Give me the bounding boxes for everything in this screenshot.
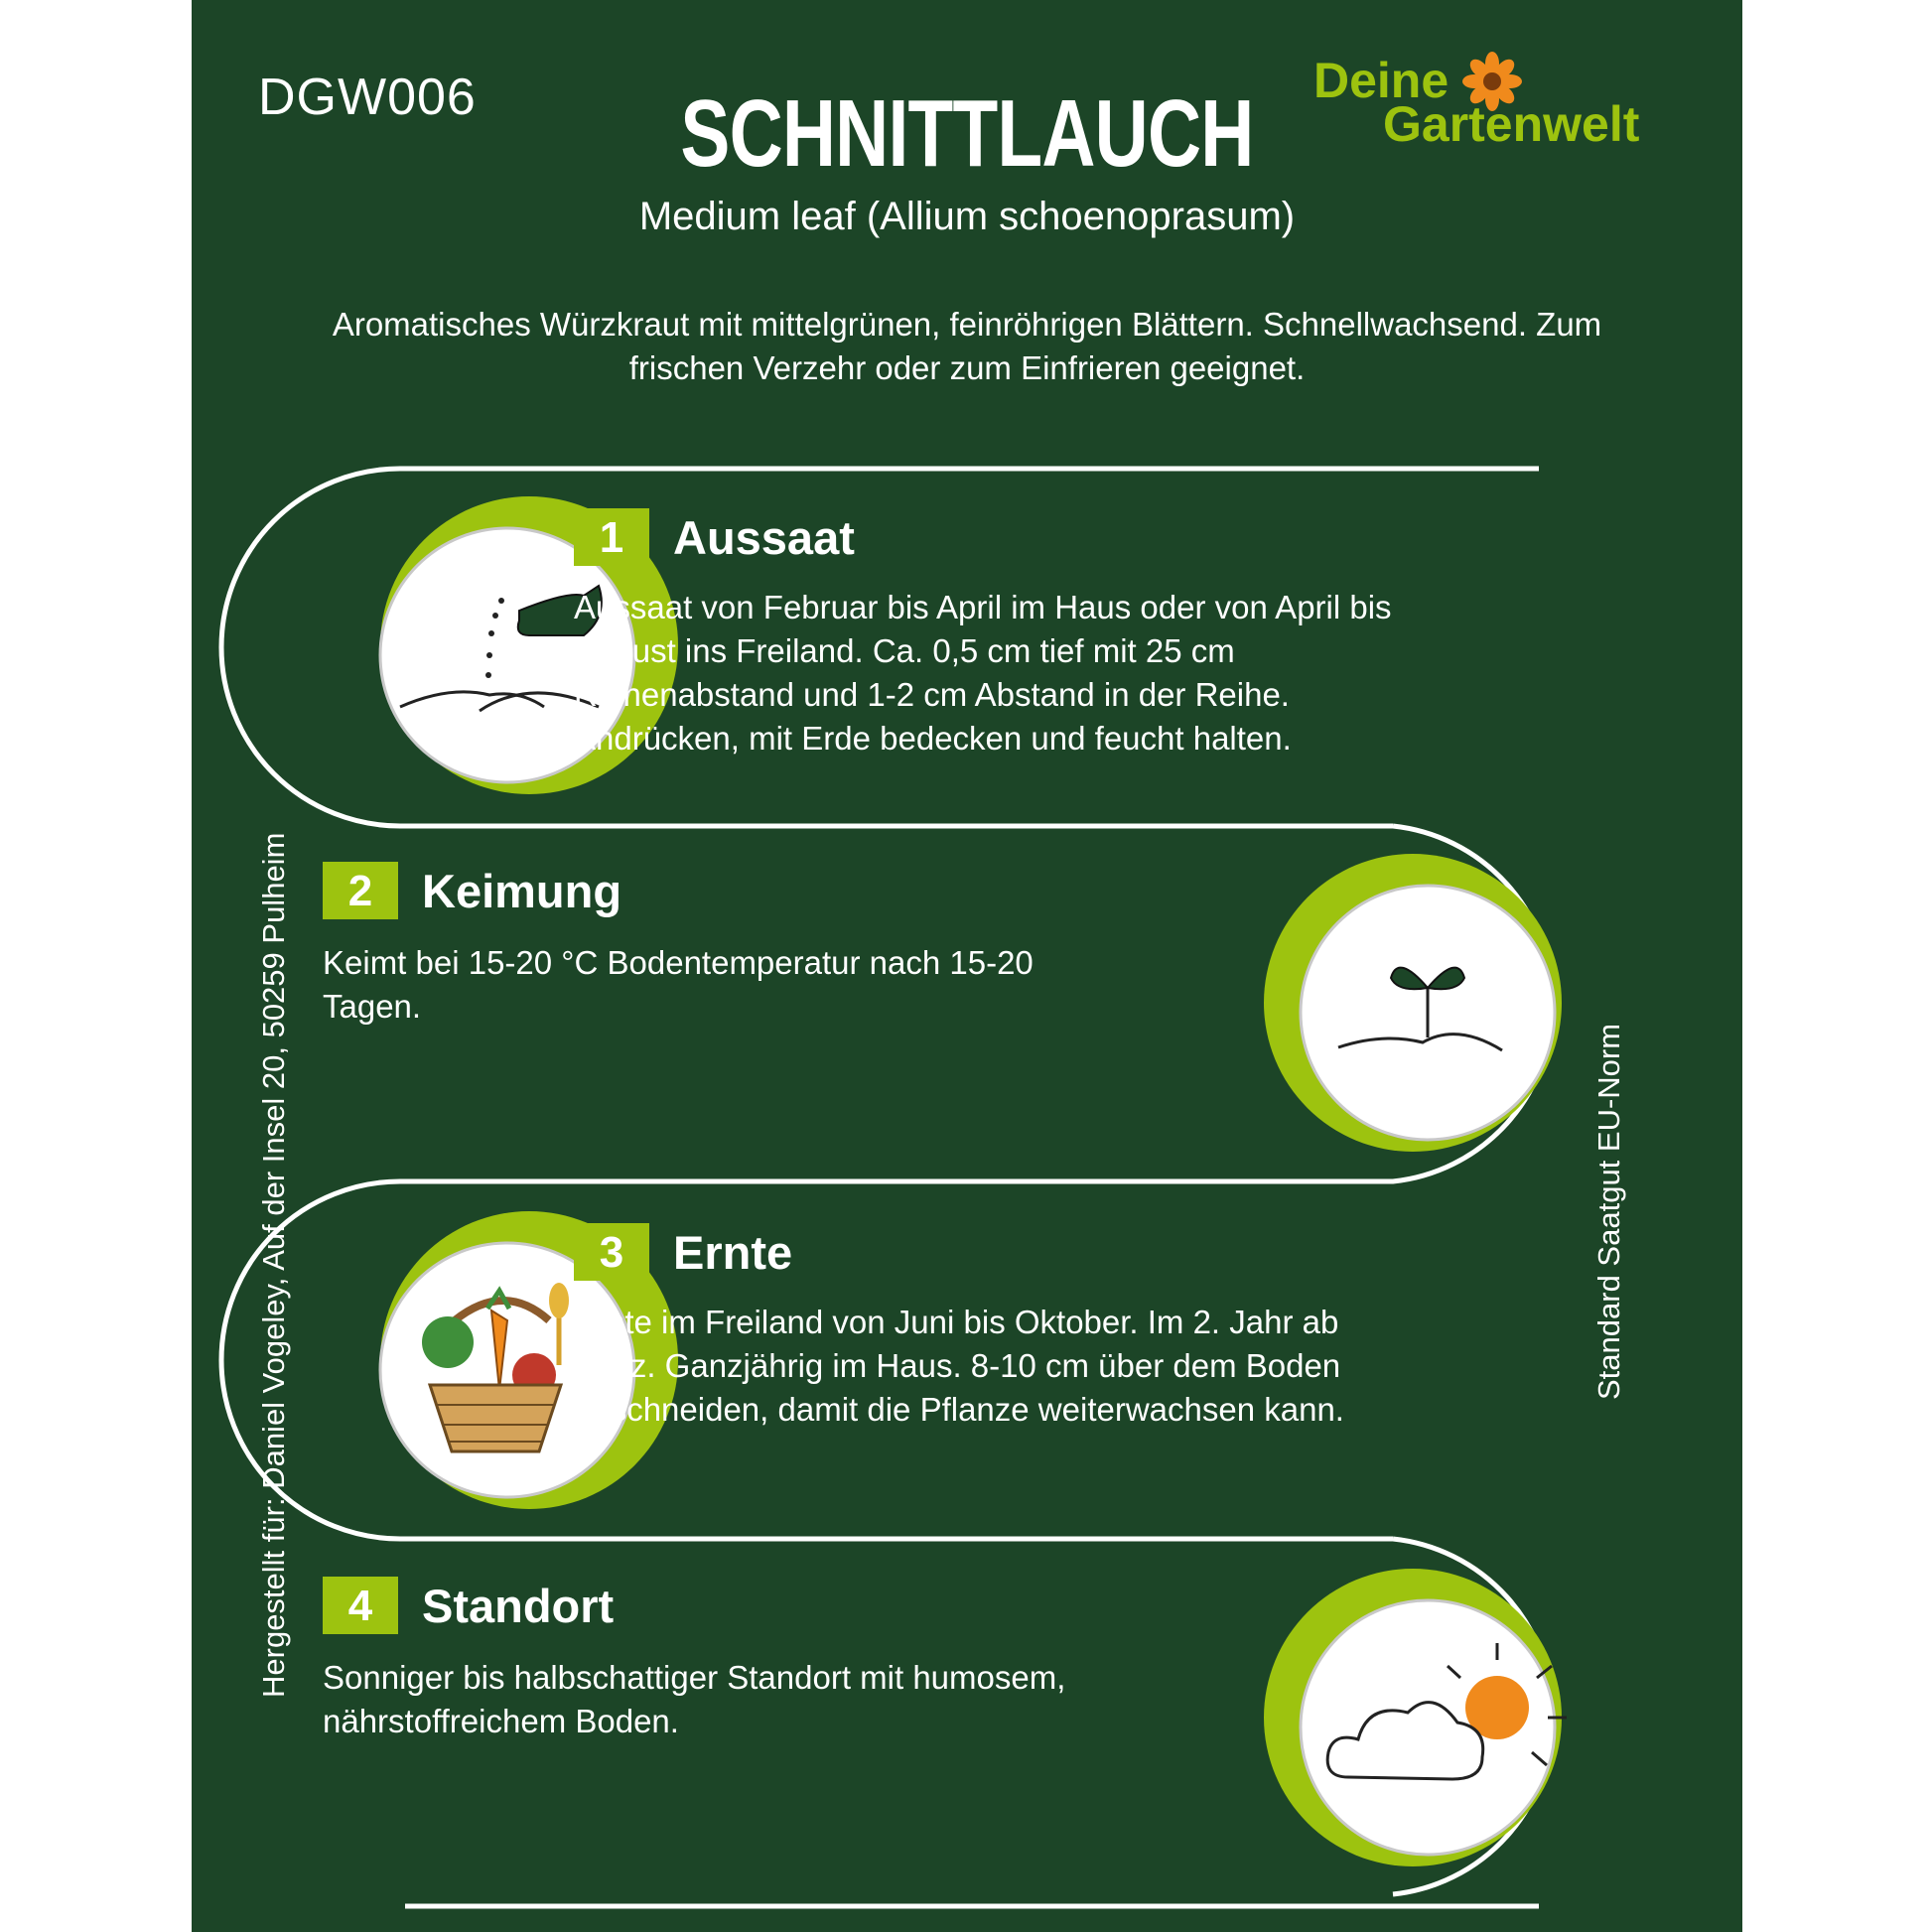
manufacturer-note: Hergestellt für: Daniel Vogeley, Auf der Insel 20, 50259 Pulheim: [256, 832, 291, 1698]
page-title: SCHNITTLAUCH: [680, 80, 1254, 187]
logo-line2: Gartenwelt: [1383, 96, 1640, 152]
page-subtitle: Medium leaf (Allium schoenoprasum): [638, 195, 1296, 238]
step-1-badge: 1: [574, 508, 649, 566]
seed-standard-note: Standard Saatgut EU-Norm: [1591, 1023, 1626, 1400]
step-3-text: Ernte im Freiland von Juni bis Oktober. Im 2. Jahr ab März. Ganzjährig im Haus. 8-10 cm über dem Boden abschneiden, damit die Pflanze weiterwachsen kann.: [574, 1304, 1344, 1428]
product-code: DGW006: [258, 69, 477, 126]
step-3-badge: 3: [574, 1223, 649, 1281]
logo-line1: Deine: [1313, 53, 1449, 108]
step-2-badge: 2: [323, 862, 398, 919]
brand-logo: [1313, 52, 1691, 161]
step-2-title: Keimung: [422, 865, 622, 917]
step-4-badge: 4: [323, 1577, 398, 1634]
step-2-text: Keimt bei 15-20 °C Bodentemperatur nach 15-20 Tagen.: [323, 944, 1034, 1025]
step-1-header: [574, 508, 1269, 572]
step-4-header: [323, 1577, 1018, 1640]
step-3-title: Ernte: [673, 1226, 793, 1279]
step-1-title: Aussaat: [673, 511, 855, 564]
seedling-icon: [1264, 854, 1562, 1152]
product-description: Aromatisches Würzkraut mit mittelgrünen, feinröhrigen Blättern. Schnellwachsend. Zum frischen Verzehr oder zum Einfrieren geeignet.: [332, 306, 1602, 386]
step-3-header: [574, 1223, 1269, 1287]
step-4-title: Standort: [422, 1580, 615, 1632]
seed-packet-card: [192, 0, 1742, 1932]
step-2-header: [323, 862, 1018, 925]
step-1-text: Aussaat von Februar bis April im Haus oder von April bis August ins Freiland. Ca. 0,5 cm tief mit 25 cm Reihenabstand und 1-2 cm Abstand in der Reihe. Andrücken, mit Erde bedecken und feucht halten.: [574, 589, 1392, 757]
step-4-text: Sonniger bis halbschattiger Standort mit humosem, nährstoffreichem Boden.: [323, 1659, 1066, 1739]
